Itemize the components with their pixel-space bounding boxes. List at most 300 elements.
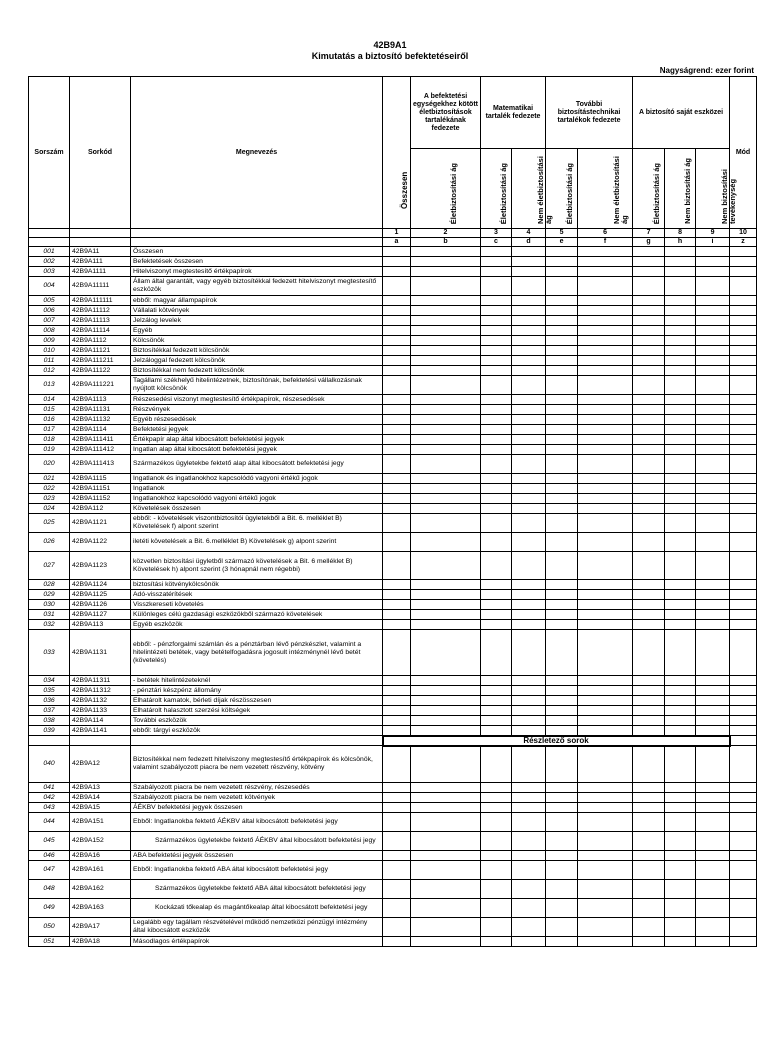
- value-cell[interactable]: [383, 405, 411, 415]
- value-cell[interactable]: [383, 257, 411, 267]
- value-cell[interactable]: [512, 726, 546, 736]
- value-cell[interactable]: [578, 590, 633, 600]
- value-cell[interactable]: [512, 590, 546, 600]
- value-cell[interactable]: [633, 405, 665, 415]
- value-cell[interactable]: [512, 861, 546, 880]
- value-cell[interactable]: [633, 425, 665, 435]
- value-cell[interactable]: [578, 455, 633, 474]
- value-cell[interactable]: [383, 247, 411, 257]
- value-cell[interactable]: [696, 494, 730, 504]
- value-cell[interactable]: [665, 803, 696, 813]
- value-cell[interactable]: [481, 580, 512, 590]
- value-cell[interactable]: [730, 435, 757, 445]
- value-cell[interactable]: [411, 803, 481, 813]
- value-cell[interactable]: [546, 494, 578, 504]
- value-cell[interactable]: [578, 793, 633, 803]
- value-cell[interactable]: [665, 425, 696, 435]
- value-cell[interactable]: [383, 686, 411, 696]
- value-cell[interactable]: [730, 590, 757, 600]
- value-cell[interactable]: [546, 716, 578, 726]
- value-cell[interactable]: [411, 552, 481, 580]
- value-cell[interactable]: [512, 746, 546, 783]
- value-cell[interactable]: [730, 726, 757, 736]
- value-cell[interactable]: [730, 937, 757, 947]
- value-cell[interactable]: [633, 376, 665, 395]
- value-cell[interactable]: [633, 600, 665, 610]
- value-cell[interactable]: [633, 306, 665, 316]
- value-cell[interactable]: [730, 326, 757, 336]
- value-cell[interactable]: [665, 610, 696, 620]
- value-cell[interactable]: [512, 630, 546, 676]
- value-cell[interactable]: [633, 676, 665, 686]
- value-cell[interactable]: [383, 861, 411, 880]
- value-cell[interactable]: [411, 861, 481, 880]
- value-cell[interactable]: [546, 686, 578, 696]
- value-cell[interactable]: [696, 676, 730, 686]
- value-cell[interactable]: [481, 746, 512, 783]
- value-cell[interactable]: [546, 247, 578, 257]
- value-cell[interactable]: [481, 880, 512, 899]
- value-cell[interactable]: [546, 620, 578, 630]
- value-cell[interactable]: [730, 504, 757, 514]
- value-cell[interactable]: [411, 533, 481, 552]
- value-cell[interactable]: [633, 706, 665, 716]
- value-cell[interactable]: [383, 484, 411, 494]
- value-cell[interactable]: [578, 696, 633, 706]
- value-cell[interactable]: [546, 504, 578, 514]
- value-cell[interactable]: [696, 813, 730, 832]
- value-cell[interactable]: [578, 610, 633, 620]
- value-cell[interactable]: [383, 514, 411, 533]
- value-cell[interactable]: [696, 533, 730, 552]
- value-cell[interactable]: [512, 376, 546, 395]
- value-cell[interactable]: [696, 316, 730, 326]
- value-cell[interactable]: [578, 316, 633, 326]
- value-cell[interactable]: [633, 326, 665, 336]
- value-cell[interactable]: [665, 918, 696, 937]
- value-cell[interactable]: [546, 851, 578, 861]
- value-cell[interactable]: [546, 676, 578, 686]
- value-cell[interactable]: [696, 630, 730, 676]
- value-cell[interactable]: [546, 366, 578, 376]
- value-cell[interactable]: [633, 590, 665, 600]
- value-cell[interactable]: [546, 880, 578, 899]
- value-cell[interactable]: [481, 336, 512, 346]
- value-cell[interactable]: [383, 851, 411, 861]
- value-cell[interactable]: [411, 405, 481, 415]
- value-cell[interactable]: [578, 918, 633, 937]
- value-cell[interactable]: [696, 415, 730, 425]
- value-cell[interactable]: [546, 484, 578, 494]
- value-cell[interactable]: [481, 610, 512, 620]
- value-cell[interactable]: [730, 630, 757, 676]
- value-cell[interactable]: [633, 356, 665, 366]
- value-cell[interactable]: [696, 395, 730, 405]
- value-cell[interactable]: [481, 726, 512, 736]
- value-cell[interactable]: [411, 306, 481, 316]
- value-cell[interactable]: [383, 395, 411, 405]
- value-cell[interactable]: [546, 832, 578, 851]
- value-cell[interactable]: [633, 316, 665, 326]
- value-cell[interactable]: [546, 277, 578, 296]
- value-cell[interactable]: [730, 425, 757, 435]
- value-cell[interactable]: [578, 336, 633, 346]
- value-cell[interactable]: [578, 716, 633, 726]
- value-cell[interactable]: [481, 494, 512, 504]
- value-cell[interactable]: [411, 793, 481, 803]
- value-cell[interactable]: [578, 277, 633, 296]
- value-cell[interactable]: [633, 918, 665, 937]
- value-cell[interactable]: [481, 455, 512, 474]
- value-cell[interactable]: [578, 861, 633, 880]
- value-cell[interactable]: [481, 793, 512, 803]
- value-cell[interactable]: [481, 696, 512, 706]
- value-cell[interactable]: [383, 326, 411, 336]
- value-cell[interactable]: [383, 610, 411, 620]
- value-cell[interactable]: [411, 484, 481, 494]
- value-cell[interactable]: [696, 247, 730, 257]
- value-cell[interactable]: [481, 445, 512, 455]
- value-cell[interactable]: [383, 676, 411, 686]
- value-cell[interactable]: [730, 247, 757, 257]
- value-cell[interactable]: [383, 580, 411, 590]
- value-cell[interactable]: [633, 455, 665, 474]
- value-cell[interactable]: [411, 880, 481, 899]
- value-cell[interactable]: [696, 600, 730, 610]
- value-cell[interactable]: [512, 600, 546, 610]
- value-cell[interactable]: [633, 813, 665, 832]
- value-cell[interactable]: [411, 630, 481, 676]
- value-cell[interactable]: [665, 504, 696, 514]
- value-cell[interactable]: [546, 610, 578, 620]
- value-cell[interactable]: [730, 484, 757, 494]
- value-cell[interactable]: [512, 676, 546, 686]
- value-cell[interactable]: [665, 395, 696, 405]
- value-cell[interactable]: [578, 494, 633, 504]
- value-cell[interactable]: [411, 257, 481, 267]
- value-cell[interactable]: [546, 376, 578, 395]
- value-cell[interactable]: [730, 793, 757, 803]
- value-cell[interactable]: [411, 415, 481, 425]
- value-cell[interactable]: [546, 552, 578, 580]
- value-cell[interactable]: [696, 620, 730, 630]
- value-cell[interactable]: [512, 793, 546, 803]
- value-cell[interactable]: [481, 783, 512, 793]
- value-cell[interactable]: [481, 296, 512, 306]
- value-cell[interactable]: [696, 474, 730, 484]
- value-cell[interactable]: [730, 686, 757, 696]
- value-cell[interactable]: [546, 455, 578, 474]
- value-cell[interactable]: [546, 395, 578, 405]
- value-cell[interactable]: [481, 376, 512, 395]
- value-cell[interactable]: [512, 832, 546, 851]
- value-cell[interactable]: [512, 425, 546, 435]
- value-cell[interactable]: [512, 504, 546, 514]
- value-cell[interactable]: [546, 425, 578, 435]
- value-cell[interactable]: [633, 533, 665, 552]
- value-cell[interactable]: [512, 316, 546, 326]
- value-cell[interactable]: [512, 435, 546, 445]
- value-cell[interactable]: [696, 861, 730, 880]
- value-cell[interactable]: [411, 435, 481, 445]
- value-cell[interactable]: [730, 620, 757, 630]
- value-cell[interactable]: [481, 620, 512, 630]
- value-cell[interactable]: [696, 851, 730, 861]
- value-cell[interactable]: [696, 746, 730, 783]
- value-cell[interactable]: [512, 686, 546, 696]
- value-cell[interactable]: [730, 395, 757, 405]
- value-cell[interactable]: [411, 610, 481, 620]
- value-cell[interactable]: [546, 706, 578, 716]
- value-cell[interactable]: [633, 746, 665, 783]
- value-cell[interactable]: [481, 474, 512, 484]
- value-cell[interactable]: [578, 726, 633, 736]
- value-cell[interactable]: [578, 504, 633, 514]
- value-cell[interactable]: [411, 316, 481, 326]
- value-cell[interactable]: [633, 257, 665, 267]
- value-cell[interactable]: [665, 533, 696, 552]
- value-cell[interactable]: [481, 504, 512, 514]
- value-cell[interactable]: [696, 726, 730, 736]
- value-cell[interactable]: [481, 937, 512, 947]
- value-cell[interactable]: [578, 514, 633, 533]
- value-cell[interactable]: [546, 696, 578, 706]
- value-cell[interactable]: [578, 356, 633, 366]
- value-cell[interactable]: [696, 455, 730, 474]
- value-cell[interactable]: [481, 832, 512, 851]
- value-cell[interactable]: [481, 552, 512, 580]
- value-cell[interactable]: [665, 366, 696, 376]
- value-cell[interactable]: [481, 435, 512, 445]
- value-cell[interactable]: [481, 899, 512, 918]
- value-cell[interactable]: [730, 356, 757, 366]
- value-cell[interactable]: [411, 296, 481, 306]
- value-cell[interactable]: [665, 590, 696, 600]
- value-cell[interactable]: [546, 803, 578, 813]
- value-cell[interactable]: [512, 405, 546, 415]
- value-cell[interactable]: [383, 267, 411, 277]
- value-cell[interactable]: [730, 676, 757, 686]
- value-cell[interactable]: [665, 706, 696, 716]
- value-cell[interactable]: [383, 336, 411, 346]
- value-cell[interactable]: [665, 620, 696, 630]
- value-cell[interactable]: [512, 296, 546, 306]
- value-cell[interactable]: [512, 346, 546, 356]
- value-cell[interactable]: [546, 783, 578, 793]
- value-cell[interactable]: [696, 336, 730, 346]
- value-cell[interactable]: [411, 813, 481, 832]
- value-cell[interactable]: [730, 336, 757, 346]
- value-cell[interactable]: [578, 257, 633, 267]
- value-cell[interactable]: [633, 445, 665, 455]
- value-cell[interactable]: [665, 813, 696, 832]
- value-cell[interactable]: [665, 445, 696, 455]
- value-cell[interactable]: [730, 851, 757, 861]
- value-cell[interactable]: [383, 552, 411, 580]
- value-cell[interactable]: [512, 880, 546, 899]
- value-cell[interactable]: [665, 316, 696, 326]
- value-cell[interactable]: [512, 803, 546, 813]
- value-cell[interactable]: [512, 395, 546, 405]
- value-cell[interactable]: [481, 326, 512, 336]
- value-cell[interactable]: [665, 376, 696, 395]
- value-cell[interactable]: [512, 610, 546, 620]
- value-cell[interactable]: [481, 484, 512, 494]
- value-cell[interactable]: [383, 918, 411, 937]
- value-cell[interactable]: [411, 746, 481, 783]
- value-cell[interactable]: [665, 346, 696, 356]
- value-cell[interactable]: [411, 474, 481, 484]
- value-cell[interactable]: [546, 793, 578, 803]
- value-cell[interactable]: [730, 346, 757, 356]
- value-cell[interactable]: [512, 366, 546, 376]
- value-cell[interactable]: [383, 630, 411, 676]
- value-cell[interactable]: [546, 435, 578, 445]
- value-cell[interactable]: [411, 504, 481, 514]
- value-cell[interactable]: [578, 366, 633, 376]
- value-cell[interactable]: [633, 474, 665, 484]
- value-cell[interactable]: [696, 356, 730, 366]
- value-cell[interactable]: [696, 445, 730, 455]
- value-cell[interactable]: [578, 306, 633, 316]
- value-cell[interactable]: [512, 455, 546, 474]
- value-cell[interactable]: [411, 918, 481, 937]
- value-cell[interactable]: [665, 783, 696, 793]
- value-cell[interactable]: [512, 620, 546, 630]
- value-cell[interactable]: [730, 813, 757, 832]
- value-cell[interactable]: [633, 504, 665, 514]
- value-cell[interactable]: [481, 395, 512, 405]
- value-cell[interactable]: [546, 726, 578, 736]
- value-cell[interactable]: [411, 851, 481, 861]
- value-cell[interactable]: [512, 918, 546, 937]
- value-cell[interactable]: [512, 277, 546, 296]
- value-cell[interactable]: [481, 277, 512, 296]
- value-cell[interactable]: [383, 716, 411, 726]
- value-cell[interactable]: [512, 899, 546, 918]
- value-cell[interactable]: [546, 415, 578, 425]
- value-cell[interactable]: [383, 356, 411, 366]
- value-cell[interactable]: [633, 336, 665, 346]
- value-cell[interactable]: [383, 296, 411, 306]
- value-cell[interactable]: [730, 861, 757, 880]
- value-cell[interactable]: [411, 716, 481, 726]
- value-cell[interactable]: [578, 346, 633, 356]
- value-cell[interactable]: [696, 937, 730, 947]
- value-cell[interactable]: [578, 445, 633, 455]
- value-cell[interactable]: [696, 376, 730, 395]
- value-cell[interactable]: [696, 326, 730, 336]
- value-cell[interactable]: [481, 803, 512, 813]
- value-cell[interactable]: [696, 899, 730, 918]
- value-cell[interactable]: [512, 336, 546, 346]
- value-cell[interactable]: [696, 552, 730, 580]
- value-cell[interactable]: [665, 514, 696, 533]
- value-cell[interactable]: [546, 445, 578, 455]
- value-cell[interactable]: [633, 247, 665, 257]
- value-cell[interactable]: [730, 880, 757, 899]
- value-cell[interactable]: [696, 425, 730, 435]
- value-cell[interactable]: [546, 514, 578, 533]
- value-cell[interactable]: [730, 366, 757, 376]
- value-cell[interactable]: [546, 257, 578, 267]
- value-cell[interactable]: [633, 620, 665, 630]
- value-cell[interactable]: [633, 832, 665, 851]
- value-cell[interactable]: [696, 405, 730, 415]
- value-cell[interactable]: [411, 326, 481, 336]
- value-cell[interactable]: [481, 257, 512, 267]
- value-cell[interactable]: [546, 346, 578, 356]
- value-cell[interactable]: [633, 267, 665, 277]
- value-cell[interactable]: [633, 415, 665, 425]
- value-cell[interactable]: [546, 356, 578, 366]
- value-cell[interactable]: [411, 514, 481, 533]
- value-cell[interactable]: [512, 445, 546, 455]
- value-cell[interactable]: [383, 425, 411, 435]
- value-cell[interactable]: [696, 696, 730, 706]
- value-cell[interactable]: [578, 783, 633, 793]
- value-cell[interactable]: [633, 494, 665, 504]
- value-cell[interactable]: [730, 580, 757, 590]
- value-cell[interactable]: [665, 277, 696, 296]
- value-cell[interactable]: [512, 267, 546, 277]
- value-cell[interactable]: [730, 415, 757, 425]
- value-cell[interactable]: [578, 803, 633, 813]
- value-cell[interactable]: [665, 716, 696, 726]
- value-cell[interactable]: [411, 676, 481, 686]
- value-cell[interactable]: [665, 880, 696, 899]
- value-cell[interactable]: [633, 880, 665, 899]
- value-cell[interactable]: [578, 630, 633, 676]
- value-cell[interactable]: [578, 706, 633, 716]
- value-cell[interactable]: [696, 610, 730, 620]
- value-cell[interactable]: [578, 851, 633, 861]
- value-cell[interactable]: [665, 257, 696, 267]
- value-cell[interactable]: [730, 296, 757, 306]
- value-cell[interactable]: [578, 746, 633, 783]
- value-cell[interactable]: [730, 716, 757, 726]
- value-cell[interactable]: [696, 580, 730, 590]
- value-cell[interactable]: [730, 405, 757, 415]
- value-cell[interactable]: [665, 746, 696, 783]
- value-cell[interactable]: [411, 937, 481, 947]
- value-cell[interactable]: [411, 267, 481, 277]
- value-cell[interactable]: [512, 514, 546, 533]
- value-cell[interactable]: [665, 696, 696, 706]
- value-cell[interactable]: [578, 326, 633, 336]
- value-cell[interactable]: [730, 696, 757, 706]
- value-cell[interactable]: [730, 610, 757, 620]
- value-cell[interactable]: [546, 336, 578, 346]
- value-cell[interactable]: [546, 861, 578, 880]
- value-cell[interactable]: [578, 425, 633, 435]
- value-cell[interactable]: [665, 600, 696, 610]
- value-cell[interactable]: [546, 813, 578, 832]
- value-cell[interactable]: [730, 316, 757, 326]
- value-cell[interactable]: [546, 296, 578, 306]
- value-cell[interactable]: [546, 326, 578, 336]
- value-cell[interactable]: [633, 716, 665, 726]
- value-cell[interactable]: [546, 590, 578, 600]
- value-cell[interactable]: [383, 494, 411, 504]
- value-cell[interactable]: [512, 716, 546, 726]
- value-cell[interactable]: [633, 580, 665, 590]
- value-cell[interactable]: [481, 356, 512, 366]
- value-cell[interactable]: [696, 435, 730, 445]
- value-cell[interactable]: [696, 257, 730, 267]
- value-cell[interactable]: [512, 813, 546, 832]
- value-cell[interactable]: [696, 880, 730, 899]
